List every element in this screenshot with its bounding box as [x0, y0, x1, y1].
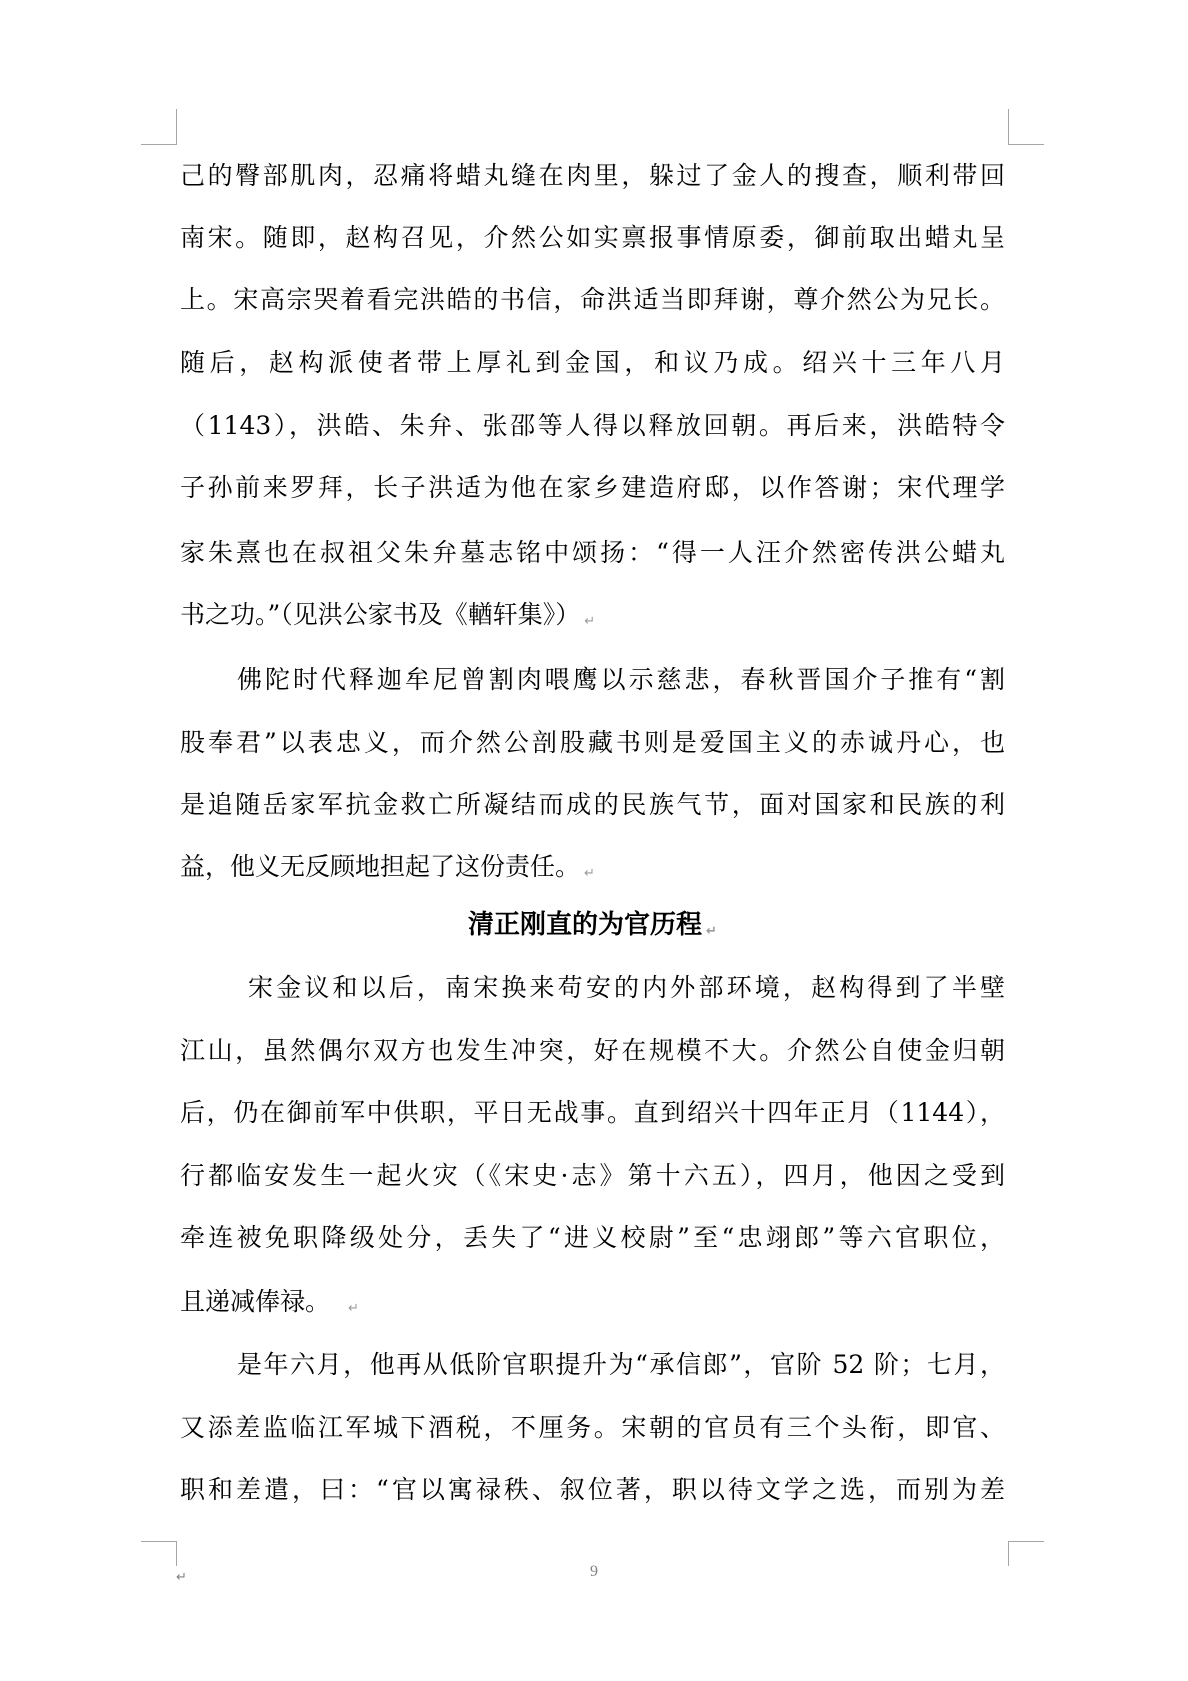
- text-line: [180, 409, 1005, 443]
- text-line: [180, 788, 1005, 822]
- text-line: [180, 1096, 1005, 1130]
- text-line-content: 行都临安发生一起火灾（《宋史·志》第十六五），四月，他因之受到: [180, 1161, 1005, 1190]
- text-line: [180, 1285, 359, 1319]
- text-line-content: 子孙前来罗拜，长子洪适为他在家乡建造府邸，以作答谢；宋代理学: [180, 473, 1005, 502]
- text-line: [180, 283, 1005, 317]
- text-line-content: 随后，赵构派使者带上厚礼到金国，和议乃成。绍兴十三年八月: [180, 348, 1005, 377]
- text-line-content: （1143），洪皓、朱弁、张邵等人得以释放回朝。再后来，洪皓特令: [180, 411, 1005, 440]
- crop-mark-bottom-right-v: [1008, 1541, 1009, 1566]
- text-line-content: 宋金议和以后，南宋换来苟安的内外部环境，赵构得到了半壁: [248, 973, 1005, 1002]
- text-line: [180, 1159, 1005, 1193]
- text-line-content: 益，他义无反顾地担起了这份责任。: [180, 852, 581, 881]
- text-line: [180, 346, 1005, 380]
- section-heading-text: 清正刚直的为官历程: [468, 910, 703, 940]
- text-line: [180, 1411, 1005, 1445]
- text-line-content: 家朱熹也在叔祖父朱弁墓志铭中颂扬：“得一人汪介然密传洪公蜡丸: [180, 538, 1005, 567]
- crop-mark-top-right-v: [1008, 109, 1009, 145]
- text-line-content: 江山，虽然偶尔双方也发生冲突，好在规模不大。介然公自使金归朝: [180, 1036, 1005, 1065]
- paragraph-mark-icon: ↵: [706, 924, 717, 939]
- text-line: [237, 663, 1005, 697]
- text-line-content: 后，仍在御前军中供职，平日无战事。直到绍兴十四年正月（1144），: [180, 1098, 1005, 1127]
- paragraph-mark-icon: ↵: [176, 1570, 187, 1585]
- text-line: [237, 1348, 1005, 1382]
- text-line-content: 股奉君”以表忠义，而介然公剖股藏书则是爱国主义的赤诚丹心，也: [180, 728, 1005, 757]
- text-line-content: 上。宋高宗哭着看完洪皓的书信，命洪适当即拜谢，尊介然公为兄长。: [180, 285, 1005, 314]
- page-number: 9: [590, 1563, 598, 1580]
- paragraph-mark-icon: ↵: [584, 614, 596, 629]
- text-line: [180, 850, 595, 884]
- text-line: [180, 1473, 1005, 1507]
- text-line: [180, 221, 1005, 255]
- text-line-content: 佛陀时代释迦牟尼曾割肉喂鹰以示慈悲，春秋晋国介子推有“割: [237, 665, 1005, 694]
- text-line-content: 且递减俸禄。: [180, 1287, 331, 1316]
- text-line: [180, 159, 1005, 193]
- section-heading: [180, 908, 1005, 942]
- text-line-content: 是年六月，他再从低阶官职提升为“承信郎”，官阶 52 阶；七月，: [237, 1350, 1005, 1379]
- crop-mark-top-left-h: [141, 144, 177, 145]
- text-line: [180, 536, 1005, 570]
- text-line: [248, 971, 1005, 1005]
- text-line: [180, 726, 1005, 760]
- text-line: [180, 471, 1005, 505]
- crop-mark-bottom-left-v: [176, 1541, 177, 1566]
- text-line-content: 是追随岳家军抗金救亡所凝结而成的民族气节，面对国家和民族的利: [180, 790, 1005, 819]
- text-line-content: 又添差监临江军城下酒税，不厘务。宋朝的官员有三个头衔，即官、: [180, 1413, 1005, 1442]
- text-line-content: 书之功。”（见洪公家书及《輶轩集》）: [180, 600, 581, 629]
- crop-mark-bottom-left-h: [141, 1541, 177, 1542]
- text-line: [180, 598, 595, 632]
- paragraph-mark-icon: ↵: [348, 1301, 359, 1316]
- text-line-content: 己的臀部肌肉，忍痛将蜡丸缝在肉里，躲过了金人的搜查，顺利带回: [180, 161, 1005, 190]
- crop-mark-top-right-h: [1008, 144, 1044, 145]
- crop-mark-top-left-v: [176, 109, 177, 145]
- text-line-content: 牵连被免职降级处分，丢失了“进义校尉”至“忠翊郎”等六官职位，: [180, 1223, 1005, 1252]
- paragraph-mark-icon: ↵: [584, 866, 595, 881]
- text-line-content: 南宋。随即，赵构召见，介然公如实禀报事情原委，御前取出蜡丸呈: [180, 223, 1005, 252]
- text-line: [180, 1221, 1005, 1255]
- text-line: [180, 1034, 1005, 1068]
- text-line-content: 职和差遣，曰：“官以寓禄秩、叙位著，职以待文学之选，而别为差: [180, 1475, 1005, 1504]
- crop-mark-bottom-right-h: [1008, 1541, 1044, 1542]
